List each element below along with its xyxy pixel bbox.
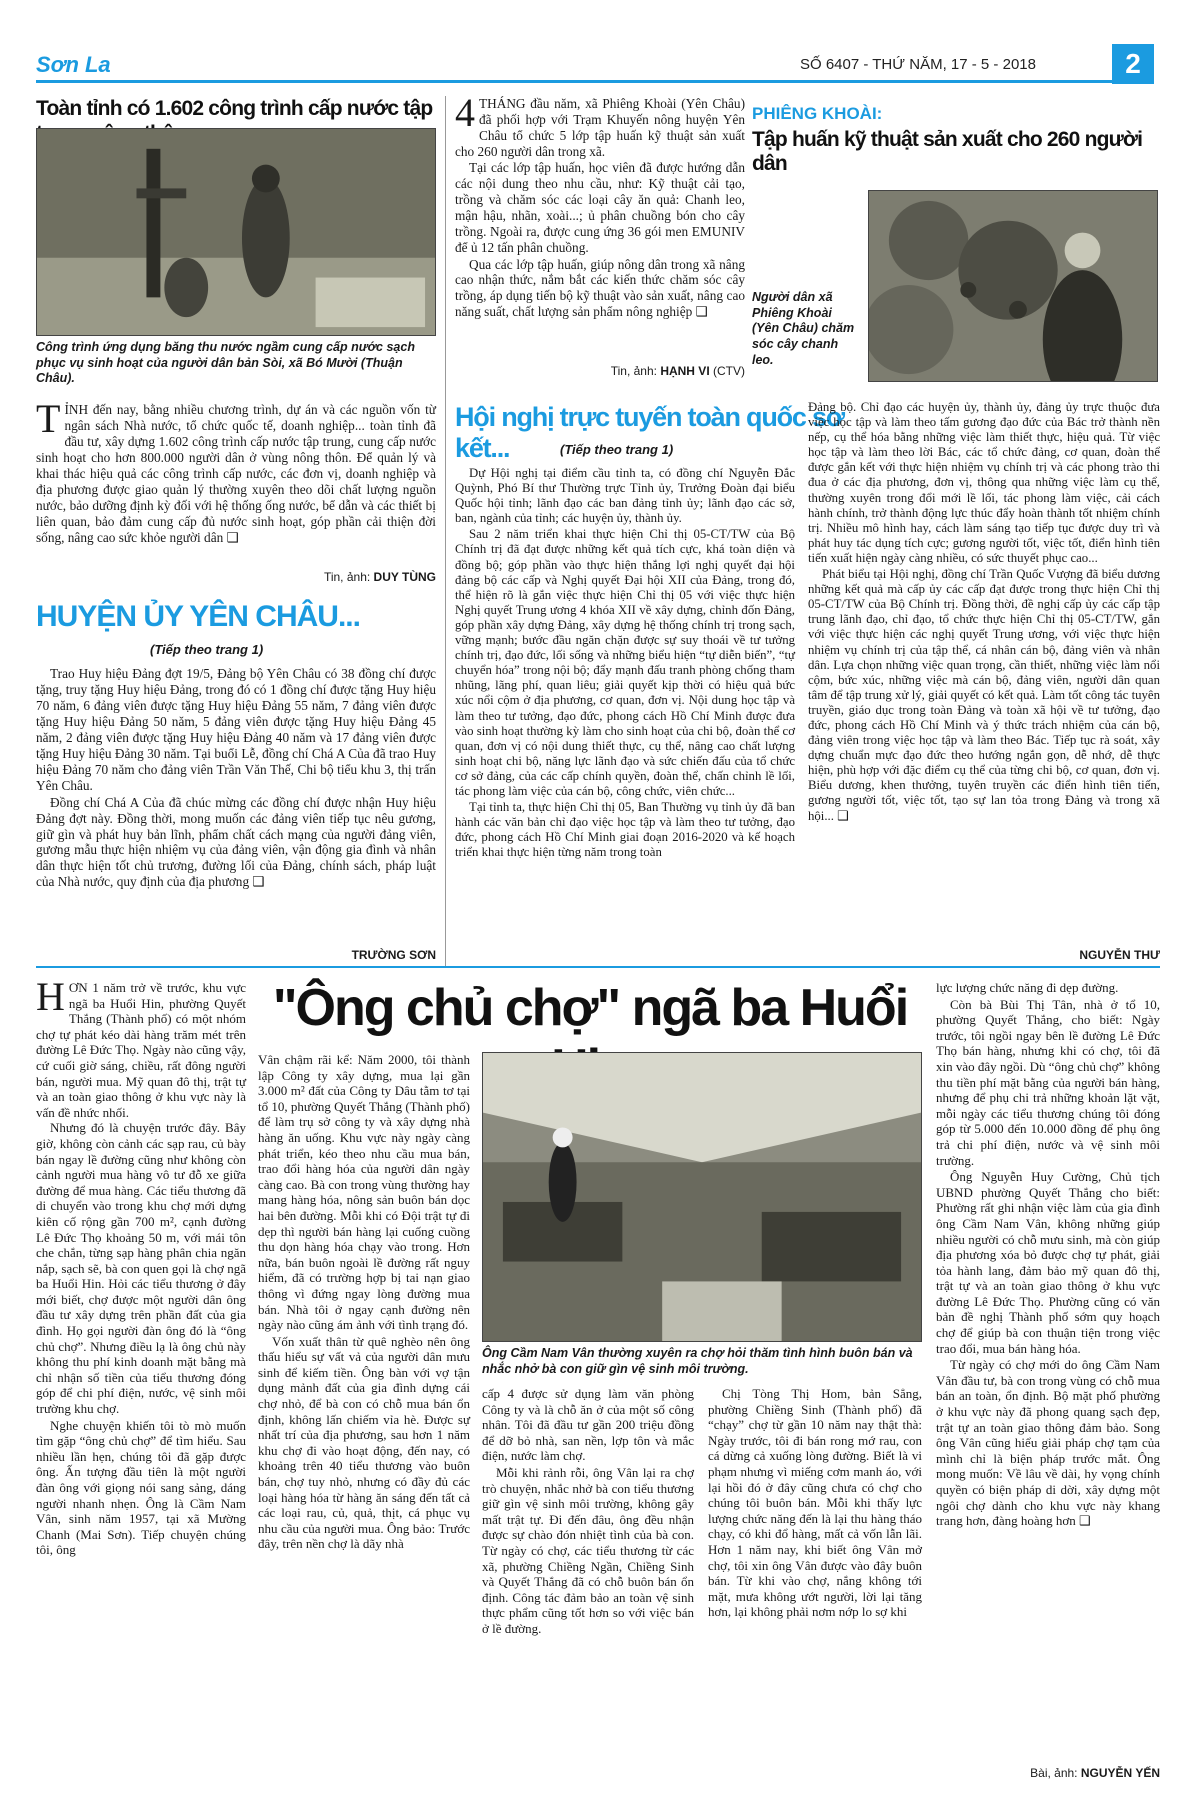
article-conference-col1-p3: Tại tỉnh ta, thực hiện Chỉ thị 05, Ban Thường vụ tỉnh ủy đã ban hành các văn bản chỉ đạo việc học tập và làm theo tư tưởng, đạo đức, phong cách Hồ Chí Minh giai đoạn 2016-2020 và kế hoạch triển khai thực hiện từng năm trong toàn (455, 800, 795, 860)
article-phiengkhoai-dropcap: 4 (455, 90, 475, 135)
phiengkhoai-photo-caption: Người dân xã Phiêng Khoài (Yên Châu) chăm sóc cây chanh leo. (752, 290, 855, 367)
article-market-col3-p1: cấp 4 được sử dụng làm văn phòng Công ty và là chỗ ăn ở của một số công nhân. Tôi đã đầu tư gần 200 triệu đồng để dỡ bỏ nhà, san nền, lợp tôn và mắc điện, nước làm chợ. (482, 1386, 694, 1464)
article-phiengkhoai-p1: THÁNG đầu năm, xã Phiêng Khoài (Yên Châu) đã phối hợp với Trạm Khuyến nông huyện Yên Châu tổ chức 5 lớp tập huấn kỹ thuật sản xuất cho 260 người dân trong xã. (455, 96, 745, 159)
article-phiengkhoai-body (455, 90, 745, 321)
article-market-dropcap: H (36, 974, 65, 1019)
article-market-col4 (708, 1386, 922, 1621)
article-phiengkhoai-kicker: PHIÊNG KHOÀI: (752, 104, 883, 123)
article-market-title: "Ông chủ chợ" ngã ba Huổi (272, 979, 908, 1037)
article-water-body (36, 396, 436, 546)
article-conference-col1-p1: Dự Hội nghị tại điểm cầu tỉnh ta, có đồng chí Nguyễn Đắc Quỳnh, Phó Bí thư Thường trực Tỉnh ủy, Trưởng Đoàn đại biểu Quốc hội tỉnh; lãnh đạo các ban đảng tỉnh ủy; lãnh đạo các sở, ban, ngành của tỉnh; các huyện ủy, thành ủy. (455, 466, 795, 526)
article-market-col2 (258, 1052, 470, 1553)
market-photo-graphic (483, 1053, 921, 1341)
article-yenchau-title: HUYỆN ỦY YÊN CHÂU... (36, 600, 360, 633)
article-market-col1-p2: Nhưng đó là chuyện trước đây. Bây giờ, không còn cảnh các sạp rau, củ bày bán ngay lề đường cũng như không còn cảnh người mua hàng vô tư đỗ xe giữa đường để mua hàng. Các tiểu thương đã di chuyển vào trong khu chợ mới dựng kiên cố rộng gần 700 m², cạnh đường Lê Đức Thọ khoảng 50 m, với mái tôn che chắn, từng sạp hàng phân chia ngăn nắp, sạch sẽ, bà con quen gọi là chợ ngã ba Huổi Hin. Hỏi các tiểu thương ở đây mới biết, chợ được một người dân ông đầu tư xây dựng trên phần đất của gia đình. Họ gọi người đàn ông đó là “ông chủ chợ”. Nhưng điều lạ là ông chủ này không thu phí kinh doanh mặt bằng mà chỉ nhận số tiền của tiểu thương đóng góp để chi phí điện, nước, vệ sinh môi trường khu chợ. (36, 1120, 246, 1417)
article-yenchau-p2: Đồng chí Chá A Của đã chúc mừng các đồng chí được nhận Huy hiệu Đảng đợt này. Đồng thời, mong muốn các đảng viên tiếp tục nêu gương, giữ gìn và phát huy bản lĩnh, phẩm chất cách mạng của người đảng viên, gương mẫu thực hiện nhiệm vụ của đảng viên, vận động gia đình và nhân dân thực hiện tốt chủ trương, đường lối của Đảng, chính sách, pháp luật của Nhà nước, quy định của địa phương ❑ (36, 794, 436, 890)
market-photo-caption: Ông Cầm Nam Vân thường xuyên ra chợ hỏi thăm tình hình buôn bán và nhắc nhở bà con giữ gìn vệ sinh môi trường. (482, 1346, 913, 1376)
article-market-byline-name: NGUYỄN YẾN (1080, 1766, 1160, 1780)
article-market-col5-p4: Từ ngày có chợ mới do ông Cầm Nam Vân đầu tư, bà con trong vùng có chỗ mua bán an toàn, ổn định. Bộ mặt phố phường ở khu vực này đã phong quang sạch đẹp, trật tự an toàn giao thông đảm bảo. Song ông Vân cũng hiểu giải pháp chợ tạm của mình chỉ là biện pháp trước mắt. Ông mong muốn: Về lâu về dài, hy vọng chính quyền có biện pháp di dời, xây dựng một ngôi chợ dành cho khu vực này khang trang hơn, đàng hoàng hơn ❑ (936, 1357, 1160, 1529)
article-yenchau-continued: (Tiếp theo trang 1) (150, 642, 264, 657)
article-phiengkhoai-byline-name: HẠNH VI (660, 364, 710, 378)
issue-info: SỐ 6407 - THỨ NĂM, 17 - 5 - 2018 (800, 56, 1036, 73)
article-market-col5-p2: Còn bà Bùi Thị Tân, nhà ở tổ 10, phường Quyết Thắng, cho biết: Ngày trước, tôi ngồi ngay bên lề đường Lê Đức Thọ bán hàng, nhưng khi có chợ, tôi đã xin vào đây ngồi. Dù “ông chủ chợ” không thu tiền phí mặt bằng của người bán hàng, nhưng để phụ chi trả những khoản lặt vặt, mỗi ngày các tiểu thương chúng tôi đóng góp từ 5.000 đến 10.000 đồng để phụ ông trả chi phí điện, nước và vệ sinh môi trường. (936, 996, 1160, 1168)
water-photo-caption: Công trình ứng dụng băng thu nước ngầm cung cấp nước sạch phục vụ sinh hoạt của người dân bản Sòi, xã Bó Mười (Thuận Châu). (36, 340, 415, 386)
article-water-byline (36, 570, 436, 584)
article-market-col1 (36, 974, 246, 1559)
article-market-col5 (936, 980, 1160, 1530)
article-market-col1-p1: ƠN 1 năm trở về trước, khu vực ngã ba Huổi Hin, phường Quyết Thắng (Thành phố) có một nhóm chợ tự phát kéo dài hàng trăm mét trên đường Lê Đức Thọ. Ngày nào cũng vậy, cứ cuối giờ sáng, chiều, rất đông người bán, người mua. Mỹ quan đô thị, trật tự và an toàn giao thông ở khu vực này là vấn đề nhức nhối. (36, 980, 246, 1120)
article-conference-col2 (808, 400, 1160, 825)
column-divider (445, 96, 446, 966)
article-conference-byline (808, 948, 1160, 962)
article-conference-col2-p1: Đảng bộ. Chỉ đạo các huyện ủy, thành ủy, đảng ủy trực thuộc đưa việc học tập và làm theo tấm gương đạo đức của Bác trở thành nền nếp, cụ thể hóa bằng những việc làm thiết thực, hiệu quả. Từ việc học tập và làm theo lời Bác, các tổ chức đảng, cơ quan, đoàn thể được gắn kết với thực hiện nhiệm vụ chính trị và các phong trào thi đua ở các địa phương, đơn vị, thông qua những việc làm cụ thể, thường xuyên trong đổi mới lề lối, tác phong làm việc, cải cách hành chính, trở thành động lực thúc đẩy hoàn thành tốt nhiệm chính trị. Nhiều mô hình hay, cách làm sáng tạo tiếp tục được duy trì và phát huy tác dụng tích cực; gương người tốt, việc tốt, điển hình tiên tiến xuất hiện ngày càng nhiều, có sức thuyết phục cao... (808, 400, 1160, 565)
article-market-col3-p2: Mỗi khi rảnh rỗi, ông Vân lại ra chợ trò chuyện, nhắc nhở bà con tiểu thương giữ gìn vệ sinh môi trường, không gây mất trật tự. Đi đến đâu, ông đều nhận được sự chào đón nhiệt tình của bà con. Từ ngày có chợ, các tiểu thương từ các xã, phường Chiềng Ngần, Chiềng Sinh và Quyết Thắng đã có chỗ buôn bán ổn định. Công tác đảm bảo an toàn vệ sinh thực phẩm cũng tốt hơn so với việc bán ở lề đường. (482, 1464, 694, 1636)
article-yenchau-byline (36, 948, 436, 962)
article-water-byline-prefix: Tin, ảnh: (323, 570, 371, 584)
article-phiengkhoai-byline-prefix: Tin, ảnh: (610, 364, 657, 378)
market-photo (482, 1052, 922, 1342)
article-phiengkhoai-p3: Qua các lớp tập huấn, giúp nông dân trong xã nâng cao nhận thức, nắm bắt các kiến thức chăm sóc cây trồng, áp dụng tiến bộ kỹ thuật vào sản xuất, nâng cao năng suất, chất lượng sản phẩm nông nghiệp ❑ (455, 256, 745, 320)
article-market-col5-p3: Ông Nguyễn Huy Cường, Chủ tịch UBND phường Quyết Thắng cho biết: Phường rất ghi nhận việc làm của gia đình ông Cầm Nam Vân, không những giúp nhiều người có chỗ mưu sinh, mà còn giúp địa phương xóa bỏ được chợ tự phát, giải tỏa hành lang, đảm bảo mỹ quan đô thị, trật tự và an toàn giao thông ở khu vực đường Lê Đức Thọ. Phường cũng có văn bản đề nghị Thành phố sớm quy hoạch chợ để giúp bà con thuận tiện trong việc trao đổi, mua bán hàng hóa. (936, 1169, 1160, 1356)
article-conference-byline-name: NGUYỄN THƯ (1079, 948, 1160, 962)
article-market-byline-prefix: Bài, ảnh: (1030, 1766, 1078, 1780)
water-photo (36, 128, 436, 336)
article-phiengkhoai-byline (455, 364, 745, 378)
article-yenchau-body (36, 666, 436, 891)
article-conference-col2-p2: Phát biểu tại Hội nghị, đồng chí Trần Quốc Vượng đã biểu dương những kết quả mà cấp ủy các cấp đạt được trong thực hiện Chỉ thị 05-CT/TW của Bộ Chính trị. Đồng thời, đề nghị cấp ủy các cấp tập trung lãnh đạo, chỉ đạo, tổ chức thực hiện Chỉ thị 05-CT/TW, gắn với việc thực hiện các nghị quyết Trung ương, với việc thực hiện nhiệm vụ chính trị của tập thể, cá nhân cán bộ, đảng viên và nhân dân. Lựa chọn những việc quan trọng, cần thiết, những việc làm nổi cộm, bức xúc, những việc mà cán bộ, đảng viên, người dân quan tâm để tập trung xử lý, giải quyết có kết quả. Làm tốt công tác tuyên truyền, giáo dục trong toàn Đảng và toàn xã hội về tư tưởng, đạo đức, phong cách Hồ Chí Minh và ý thức trách nhiệm của cán bộ, đảng viên trong việc học tập và làm theo Bác. Tiếp tục rà soát, xây dựng chuẩn mực đạo đức theo hướng ngắn gọn, dễ nhớ, dễ thực hiện, phù hợp với đặc điểm cụ thể của từng chi bộ, cơ quan, đơn vị. Biểu dương, khen thưởng, tuyên truyền các điển hình tiên tiến, gương người tốt, việc tốt, tạo sự lan tỏa trong Đảng và trong xã hội... ❑ (808, 567, 1160, 823)
article-water-title: Toàn tỉnh có 1.602 công trình cấp nước tập (36, 97, 433, 120)
article-market-col2-p2: Vốn xuất thân từ quê nghèo nên ông thấu hiểu sự vất vả của người dân mưu sinh để kiếm tiền. Ông bàn với vợ tận dụng mảnh đất của gia đình dựng cái chợ nhỏ, để bà con có chỗ mua bán ổn định, không lấn chiếm vỉa hè. Được sự nhất trí của địa phương, sau hơn 1 năm khu chợ đi vào hoạt động, đến nay, có khoảng trên 40 tiểu thương vào buôn bán, chợ tuy nhỏ, nhưng có đầy đủ các loại hàng hóa từ hàng ăn sáng đến tất cả các loại rau, củ, quả, thịt, cá phục vụ nhu cầu của người mua. Ông bảo: Trước đây, trên nền chợ là dãy nhà (258, 1333, 470, 1552)
article-market-col3 (482, 1386, 694, 1638)
market-article-rule (36, 966, 1160, 968)
article-market-byline (936, 1766, 1160, 1780)
phiengkhoai-photo (868, 190, 1158, 382)
article-water-dropcap: T (36, 396, 61, 441)
article-conference-continued: (Tiếp theo trang 1) (560, 442, 674, 457)
page-number: 2 (1112, 44, 1154, 84)
article-conference-title: Hội nghị trực tuyến toàn quốc sơ kết... (455, 402, 844, 463)
article-conference-col1 (455, 466, 795, 861)
article-conference-col1-p2: Sau 2 năm triển khai thực hiện Chỉ thị 05-CT/TW của Bộ Chính trị đã đạt được những kết quả tích cực, khá toàn diện và đồng bộ; góp phần vào thực hiện thắng lợi nghị quyết đại hội đảng bộ các cấp và Nghị quyết Đại hội XII của Đảng, trong đó, thể hiện rõ là gắn việc thực hiện Chỉ thị 05 với việc thực hiện Nghị quyết Trung ương 4 khóa XII về xây dựng, chỉnh đốn Đảng, góp phần xây dựng Đảng, xây dựng hệ thống chính trị trong sạch, vững mạnh; bước đầu ngăn chặn được sự suy thoái về tư tưởng chính trị, đạo đức, lối sống và những biểu hiện “tự diễn biến”, “tự chuyển hóa” trong nội bộ; đẩy mạnh đấu tranh phòng chống tham nhũng, lãng phí, quan liêu; giải quyết kịp thời có hiệu quả bức xúc nổi cộm ở địa phương, cơ quan, đơn vị. Nội dung học tập và làm theo tư tưởng, đạo đức, phong cách Hồ Chí Minh được đưa vào sinh hoạt thường kỳ làm cho sinh hoạt của chi bộ, đoàn thể cơ quan, đơn vị có nội dung thiết thực, cụ thể, nâng cao chất lượng sinh hoạt chi bộ, năng lực lãnh đạo và sức chiến đấu của tổ chức cơ sở đảng, của các cấp chính quyền, đoàn thể, chấn chỉnh lề lối, tác phong làm việc của cán bộ, công chức, viên chức... (455, 527, 795, 798)
article-yenchau-byline-name: TRƯỜNG SƠN (351, 948, 436, 962)
article-water-text: ỈNH đến nay, bằng nhiều chương trình, dự án và các nguồn vốn từ ngân sách Nhà nước, tổ chức quốc tế, doanh nghiệp... toàn tỉnh đã đầu tư, xây dựng 1.602 công trình cấp nước tập trung, cung cấp nước sinh hoạt cho hơn 800.000 người dân ở vùng nông thôn. Để quản lý và khai thác hiệu quả các công trình cấp nước, các đơn vị, doanh nghiệp và địa phương được giao quản lý thường xuyên theo dõi chất lượng nguồn nước, bảo dưỡng định kỳ đối với hệ thống ống nước, bể dẫn và các thiết bị liên quan, bảo đảm cung cấp đủ nước sinh hoạt, góp phần cải thiện đời sống, nâng cao sức khỏe người dân ❑ (36, 402, 436, 545)
phiengkhoai-photo-graphic (869, 191, 1157, 381)
article-market-col4-p1: Chị Tòng Thị Hom, bản Sẳng, phường Chiềng Sinh (Thành phố) đã “chạy” chợ từ gần 10 năm nay thật thà: Ngày trước, tôi đi bán rong mớ rau, con cá dừng cả xuống lòng đường. Biết là vi phạm nhưng vì miếng cơm manh áo, với lại hồi đó ở đây cũng chưa có chợ cho chúng tôi buôn bán. Mỗi khi thấy lực lượng chức năng đến là lại thu hàng tháo chạy, có khi đổ hàng, mất cả vốn lẫn lãi. Hơn 1 năm nay, khi biết ông Vân mở chợ, tôi xin ông Vân được vào đây buôn bán. Từ khi vào chợ, nắng không tới mặt, mưa không ướt người, lời lại tăng hơn, lại không phải nơm nớp lo sợ khi (708, 1386, 922, 1620)
article-yenchau-p1: Trao Huy hiệu Đảng đợt 19/5, Đảng bộ Yên Châu có 38 đồng chí được tặng, truy tặng Huy hiệu Đảng, trong đó có 1 đồng chí được tặng Huy hiệu 70 năm, 6 đảng viên được tặng Huy hiệu Đảng 55 năm, 7 đảng viên được tặng Huy hiệu Đảng 50 năm, 5 đảng viên được tặng Huy hiệu Đảng 45 năm, 2 đảng viên được tặng Huy hiệu Đảng 40 năm và 17 đảng viên được tặng Huy hiệu Đảng 30 năm. Tại buổi Lễ, đồng chí Chá A Của đã trao Huy hiệu Đảng 70 năm cho đảng viên Trần Văn Thế, Chi bộ tiểu khu 3, thị trấn Yên Châu. (36, 666, 436, 793)
article-phiengkhoai-p2: Tại các lớp tập huấn, học viên đã được hướng dẫn các nội dung theo nhu cầu, như: Kỹ thuật cải tạo, trồng và chăm sóc các loại cây ăn quả: Chanh leo, mận hậu, nhãn, xoài...; ủ phân chuồng bón cho cây trồng. Ngoài ra, được cung ứng 36 gói men EMUNIV để ủ 12 tấn phân chuồng. (455, 159, 745, 255)
article-market-col2-p1: Vân chậm rãi kể: Năm 2000, tôi thành lập Công ty xây dựng, mua lại gần 3.000 m² đất của Công ty Dâu tằm tơ tại tổ 10, phường Quyết Thắng (Thành phố) để làm trụ sở công ty và xây dựng nhà hàng ăn uống. Khu vực này ngày càng phát triển, kéo theo nhu cầu mua bán, trao đổi hàng hóa của người dân ngày càng cao. Bà con trong vùng thường hay mang hàng hóa, nông sản buôn bán dọc hai bên đường. Mỗi khi có Đội trật tự đi dẹp thì người bán hàng lại cuống cuồng thu dọn hàng hóa chạy vào trong. Hơn nữa, bán buôn ngoài lề đường rất nguy hiểm, đã có trường hợp bị tai nạn giao thông vì đứng ngay lòng đường mua bán. Nhà tôi ở ngay cạnh đường nên ngày nào cũng ám ảnh với tình trạng đó. (258, 1052, 470, 1333)
water-photo-graphic (37, 129, 435, 335)
article-water-byline-name: DUY TÙNG (373, 570, 436, 584)
article-phiengkhoai-byline-suffix: (CTV) (713, 364, 745, 378)
header-rule (36, 80, 1144, 83)
section-name: Sơn La (36, 52, 111, 77)
article-market-col1-p3: Nghe chuyện khiến tôi tò mò muốn tìm gặp “ông chủ chợ” để tìm hiểu. Sau nhiều lần hẹn, chúng tôi đã gặp được ông. Ấn tượng đầu tiên là một người đàn ông với giọng nói sang sảng, dáng người nhanh nhẹn. Ông là Cầm Nam Vân, sinh năm 1957, tại xã Mường Chanh (Mai Sơn). Tiếp chuyện chúng tôi, ông (36, 1417, 246, 1558)
article-market-col5-p1: lực lượng chức năng đi dẹp đường. (936, 980, 1119, 995)
article-phiengkhoai-title: Tập huấn kỹ thuật sản xuất cho 260 người dân (752, 128, 1143, 176)
